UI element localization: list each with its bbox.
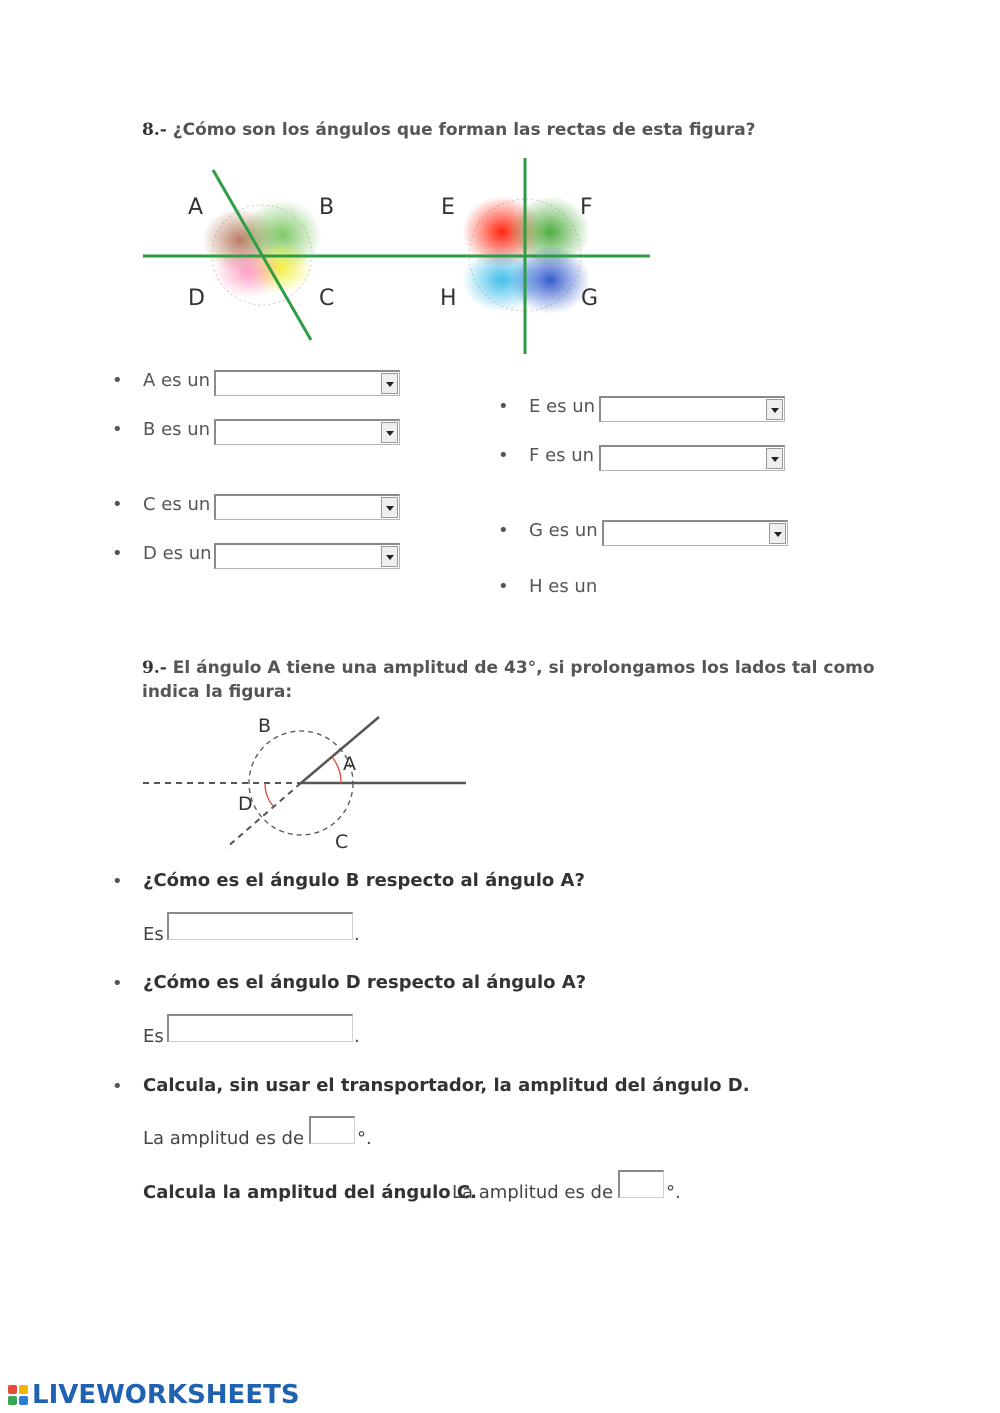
fig1-label-c: C (319, 286, 335, 311)
bullet: • (498, 576, 509, 597)
angle-f-select[interactable] (599, 445, 785, 471)
q9-title (142, 656, 875, 680)
fig1-label-b: B (319, 195, 335, 220)
bullet: • (498, 445, 509, 466)
bullet: • (498, 396, 509, 417)
chevron-down-icon[interactable] (381, 373, 398, 394)
angle-d-select[interactable] (214, 543, 400, 569)
angle-g-select[interactable] (602, 520, 788, 546)
bullet: • (112, 494, 123, 515)
fig2-label-a: A (343, 753, 356, 775)
chevron-down-icon[interactable] (766, 448, 783, 469)
item-a-label: A es un (143, 370, 211, 391)
item-d-label: D es un (143, 543, 212, 564)
q9-title-line2: indica la figura: (142, 682, 293, 702)
fig1-label-f: F (580, 195, 593, 220)
angle-e-select[interactable] (599, 396, 785, 422)
chevron-down-icon[interactable] (769, 523, 786, 544)
bullet: • (112, 973, 123, 994)
angle-a-arc (332, 757, 341, 783)
sub4-question: Calcula la amplitud del ángulo C. (143, 1182, 477, 1203)
angle-c-amplitude-input[interactable] (618, 1170, 664, 1198)
sub1-question: ¿Cómo es el ángulo B respecto al ángulo A? (143, 870, 585, 891)
fig1-label-h: H (440, 286, 457, 311)
item-g-label: G es un (529, 520, 598, 541)
item-b-label: B es un (143, 419, 211, 440)
item-c-label: C es un (143, 494, 211, 515)
liveworksheets-logo-icon (8, 1385, 28, 1405)
q8-angles-figure (130, 150, 670, 360)
sub2-prefix: Es (143, 1026, 164, 1047)
liveworksheets-logo[interactable] (8, 1380, 300, 1410)
q9-angle-figure (130, 705, 480, 855)
fig2-label-d: D (238, 793, 253, 815)
bullet: • (112, 1076, 123, 1097)
sub3-suffix: °. (357, 1128, 372, 1149)
sub3-prefix: La amplitud es de (143, 1128, 305, 1149)
sub4-suffix: °. (666, 1182, 681, 1203)
q9-question-line1: El ángulo A tiene una amplitud de 43°, si prolongamos los lados tal como (172, 658, 875, 678)
bullet: • (498, 520, 509, 541)
bullet: • (112, 419, 123, 440)
item-h-label: H es un (529, 576, 598, 597)
fig1-label-a: A (188, 195, 204, 220)
angle-d-relation-input[interactable] (167, 1014, 353, 1042)
angle-d-arc (265, 783, 273, 806)
q8-number: 8.- (142, 120, 167, 140)
chevron-down-icon[interactable] (381, 546, 398, 567)
sub1-suffix: . (354, 924, 360, 945)
fig1-label-d: D (188, 286, 205, 311)
q9-number: 9.- (142, 658, 167, 678)
angle-b-relation-input[interactable] (167, 912, 353, 940)
chevron-down-icon[interactable] (766, 399, 783, 420)
fig2-label-c: C (335, 831, 349, 853)
fig2-label-b: B (258, 715, 272, 737)
angle-c-select[interactable] (214, 494, 400, 520)
q8-question: ¿Cómo son los ángulos que forman las rectas de esta figura? (172, 120, 756, 140)
chevron-down-icon[interactable] (381, 497, 398, 518)
sub2-question: ¿Cómo es el ángulo D respecto al ángulo A? (143, 972, 587, 993)
chevron-down-icon[interactable] (381, 422, 398, 443)
bullet: • (112, 543, 123, 564)
item-e-label: E es un (529, 396, 596, 417)
fig1-label-g: G (581, 286, 599, 311)
logo-text: LIVEWORKSHEETS (32, 1380, 300, 1410)
angle-a-select[interactable] (214, 370, 400, 396)
bullet: • (112, 871, 123, 892)
sub3-question: Calcula, sin usar el transportador, la amplitud del ángulo D. (143, 1075, 750, 1096)
sub4-prefix: La amplitud es de (452, 1182, 614, 1203)
item-f-label: F es un (529, 445, 595, 466)
sub2-suffix: . (354, 1026, 360, 1047)
sub1-prefix: Es (143, 924, 164, 945)
angle-b-select[interactable] (214, 419, 400, 445)
angle-d-amplitude-input[interactable] (309, 1116, 355, 1144)
q8-title (142, 118, 756, 142)
fig1-label-e: E (441, 195, 455, 220)
bullet: • (112, 370, 123, 391)
